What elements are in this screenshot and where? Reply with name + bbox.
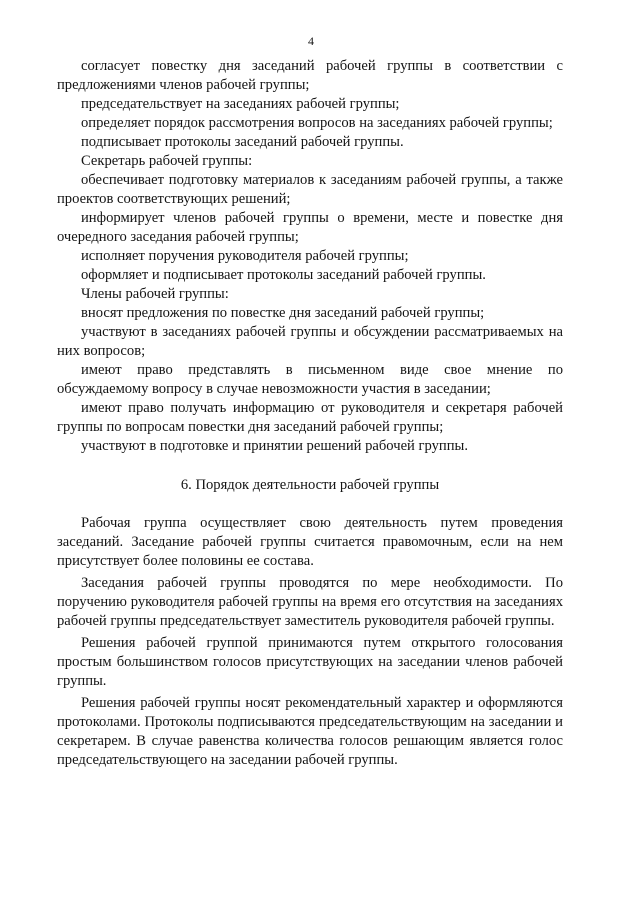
section-paragraph: Решения рабочей группы носят рекомендательный характер и оформляются протоколами. Протоколы подписываются председательствующим на заседании и секретарем. В случае равенства количества голосов решающим является голос председательствующего на заседании рабочей группы. <box>57 695 563 768</box>
paragraph: исполняет поручения руководителя рабочей группы; <box>81 248 409 264</box>
paragraph: имеют право получать информацию от руководителя и секретаря рабочей группы по вопросам повестки дня заседаний рабочей группы; <box>57 400 563 435</box>
section-paragraph: Решения рабочей группой принимаются путем открытого голосования простым большинством голосов присутствующих на заседании членов рабочей группы. <box>57 635 563 689</box>
section-paragraph: Заседания рабочей группы проводятся по мере необходимости. По поручению руководителя рабочей группы на время его отсутствия на заседаниях рабочей группы председательствует заместитель руководителя рабочей группы. <box>57 575 563 629</box>
section-heading: 6. Порядок деятельности рабочей группы <box>180 477 440 493</box>
document-body <box>57 57 563 770</box>
paragraph: информирует членов рабочей группы о времени, месте и повестке дня очередного заседания рабочей группы; <box>57 210 563 245</box>
paragraph: согласует повестку дня заседаний рабочей группы в соответствии с предложениями членов рабочей группы; <box>57 58 563 93</box>
page-number: 4 <box>308 34 314 48</box>
paragraph: Секретарь рабочей группы: <box>81 153 253 169</box>
section-paragraph: Рабочая группа осуществляет свою деятельность путем проведения заседаний. Заседание рабочей группы считается правомочным, если на нем присутствует более половины ее состава. <box>57 515 563 569</box>
paragraph: обеспечивает подготовку материалов к заседаниям рабочей группы, а также проектов соответствующих решений; <box>57 172 563 207</box>
paragraph: Члены рабочей группы: <box>81 286 229 302</box>
paragraph: вносят предложения по повестке дня заседаний рабочей группы; <box>81 305 485 321</box>
paragraph: участвуют в заседаниях рабочей группы и обсуждении рассматриваемых на них вопросов; <box>57 324 563 359</box>
paragraph: имеют право представлять в письменном виде свое мнение по обсуждаемому вопросу в случае невозможности участия в заседании; <box>57 362 563 397</box>
paragraph: председательствует на заседаниях рабочей группы; <box>81 96 400 112</box>
paragraph: оформляет и подписывает протоколы заседаний рабочей группы. <box>81 267 486 283</box>
paragraph: участвуют в подготовке и принятии решений рабочей группы. <box>81 438 468 454</box>
paragraph: подписывает протоколы заседаний рабочей группы. <box>81 134 404 150</box>
paragraph: определяет порядок рассмотрения вопросов на заседаниях рабочей группы; <box>81 115 553 131</box>
